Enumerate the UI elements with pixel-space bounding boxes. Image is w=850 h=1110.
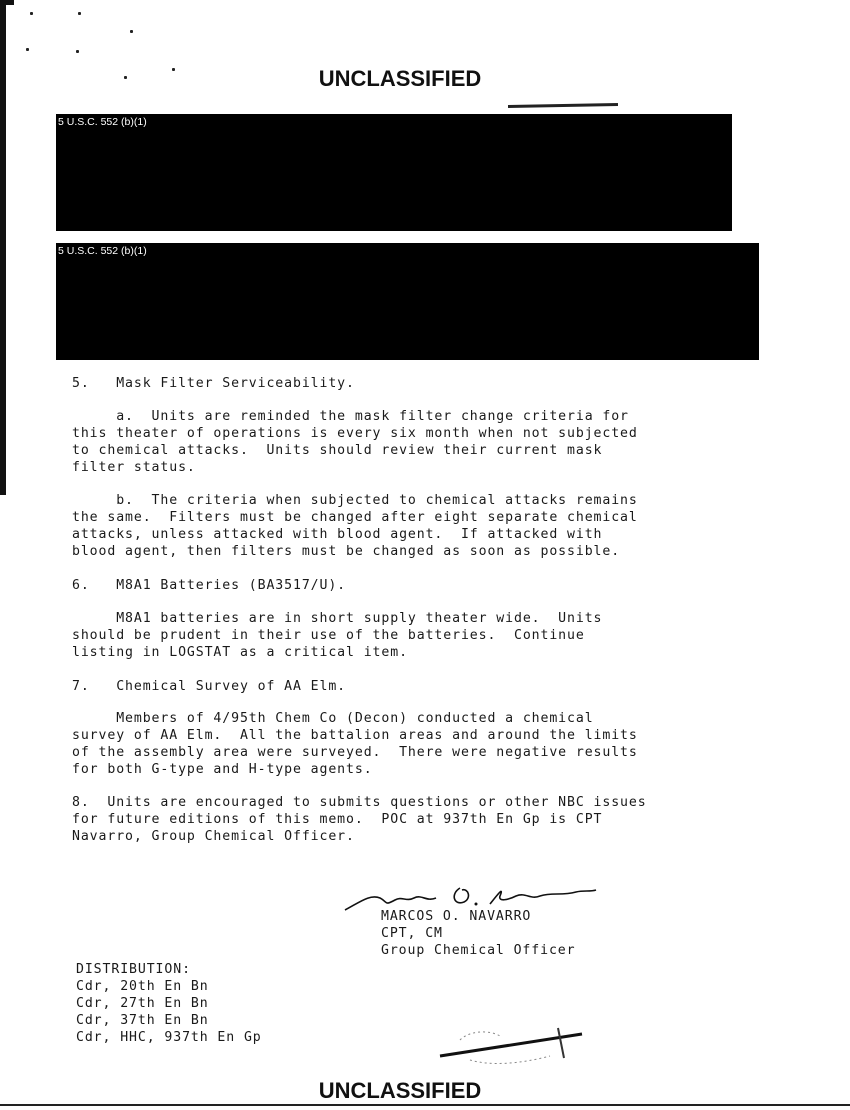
- section-7-line: of the assembly area were surveyed. There were negative results: [72, 745, 638, 760]
- classification-top: UNCLASSIFIED: [318, 66, 482, 91]
- section-5a-line: filter status.: [72, 460, 196, 475]
- faded-stamp-mark: [430, 1010, 590, 1070]
- section-7-line: Members of 4/95th Chem Co (Decon) conducted a chemical: [72, 711, 594, 726]
- section-7-line: survey of AA Elm. All the battalion areas and around the limits: [72, 728, 638, 743]
- scan-speck: [30, 12, 33, 15]
- page-bottom-rule: [0, 1104, 850, 1106]
- scan-speck: [130, 30, 133, 33]
- distribution-item: Cdr, HHC, 937th En Gp: [76, 1030, 262, 1045]
- distribution-heading: DISTRIBUTION:: [76, 962, 191, 977]
- distribution-item: Cdr, 20th En Bn: [76, 979, 209, 994]
- section-6-line: listing in LOGSTAT as a critical item.: [72, 645, 408, 660]
- distribution-item: Cdr, 27th En Bn: [76, 996, 209, 1011]
- redaction-block: 5 U.S.C. 552 (b)(1): [56, 114, 732, 231]
- section-5b-line: b. The criteria when subjected to chemical attacks remains: [72, 493, 638, 508]
- section-5b-line: the same. Filters must be changed after eight separate chemical: [72, 510, 638, 525]
- section-7-heading: 7. Chemical Survey of AA Elm.: [72, 679, 347, 694]
- section-8-line: Navarro, Group Chemical Officer.: [72, 829, 355, 844]
- section-6-line: M8A1 batteries are in short supply theater wide. Units: [72, 611, 603, 626]
- section-8-line: for future editions of this memo. POC at 937th En Gp is CPT: [72, 812, 603, 827]
- classification-bottom: UNCLASSIFIED: [318, 1078, 482, 1103]
- section-6-heading: 6. M8A1 Batteries (BA3517/U).: [72, 578, 347, 593]
- section-5a-line: this theater of operations is every six month when not subjected: [72, 426, 638, 441]
- signature-name: MARCOS O. NAVARRO: [381, 909, 532, 924]
- scan-speck: [76, 50, 79, 53]
- section-5-heading: 5. Mask Filter Serviceability.: [72, 376, 355, 391]
- scan-mark: [508, 103, 618, 108]
- section-5b-line: blood agent, then filters must be changed as soon as possible.: [72, 544, 621, 559]
- scan-speck: [78, 12, 81, 15]
- section-5b-line: attacks, unless attacked with blood agent. If attacked with: [72, 527, 603, 542]
- section-5a-line: a. Units are reminded the mask filter change criteria for: [72, 409, 629, 424]
- redaction-block: 5 U.S.C. 552 (b)(1): [56, 243, 759, 360]
- section-5a-line: to chemical attacks. Units should review their current mask: [72, 443, 603, 458]
- signature-title: Group Chemical Officer: [381, 943, 576, 958]
- distribution-item: Cdr, 37th En Bn: [76, 1013, 209, 1028]
- section-7-line: for both G-type and H-type agents.: [72, 762, 373, 777]
- scan-edge-cap: [0, 0, 14, 5]
- signature-rank: CPT, CM: [381, 926, 443, 941]
- section-6-line: should be prudent in their use of the batteries. Continue: [72, 628, 585, 643]
- scan-speck: [26, 48, 29, 51]
- section-8-line: 8. Units are encouraged to submits questions or other NBC issues: [72, 795, 647, 810]
